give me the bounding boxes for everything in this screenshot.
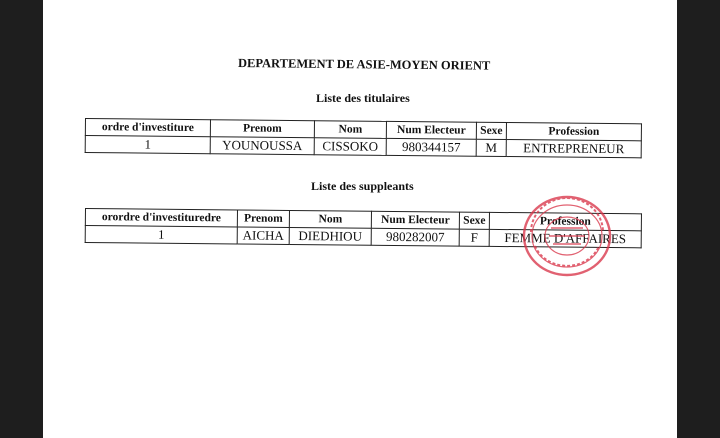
table-cell: DIEDHIOU [289, 227, 371, 245]
table-cell: 980344157 [386, 138, 476, 156]
table-cell: M [476, 139, 506, 156]
table-cell: CISSOKO [314, 138, 386, 156]
suppleants-table [85, 208, 642, 248]
column-header: Sexe [459, 212, 489, 229]
table-cell: ENTREPRENEUR [506, 140, 641, 158]
table-cell: FEMME D'AFFAIRES [489, 229, 641, 247]
column-header: Nom [314, 121, 386, 139]
table-cell: F [459, 229, 489, 246]
document-page [43, 0, 677, 438]
column-header: orordre d'investituredre [85, 209, 237, 227]
table-cell: AICHA [237, 227, 289, 244]
department-title: DEPARTEMENT DE ASIE-MOYEN ORIENT [237, 56, 491, 73]
column-header: Profession [489, 212, 641, 230]
table-cell: 980282007 [371, 228, 459, 246]
column-header: Sexe [476, 122, 506, 139]
titulaires-heading: Liste des titulaires [316, 91, 410, 105]
column-header: Prenom [237, 210, 289, 227]
table-cell: YOUNOUSSA [210, 137, 314, 155]
table-cell: 1 [85, 136, 210, 154]
column-header: Prenom [210, 120, 314, 138]
column-header: Num Electeur [371, 211, 459, 229]
column-header: Nom [289, 210, 371, 228]
table-cell: 1 [85, 226, 237, 244]
titulaires-table [85, 118, 642, 158]
column-header: ordre d'investiture [85, 119, 210, 137]
suppleants-heading: Liste des suppleants [311, 179, 414, 193]
column-header: Profession [506, 123, 641, 141]
column-header: Num Electeur [386, 121, 476, 139]
